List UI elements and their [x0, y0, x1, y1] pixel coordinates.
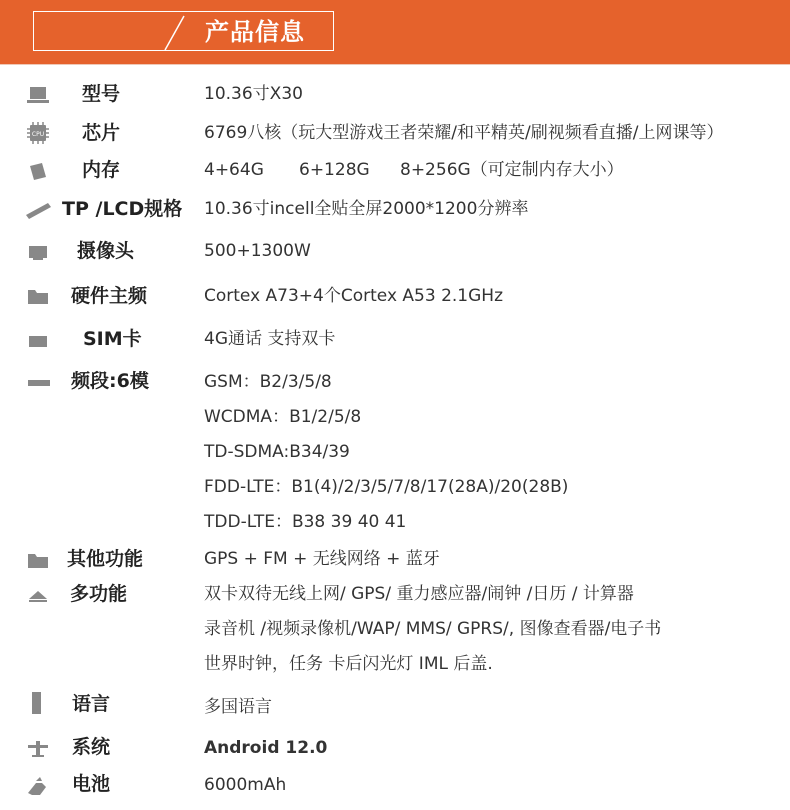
- spec-value-other: GPS + FM + 无线网络 + 蓝牙: [204, 549, 440, 569]
- spec-label-system: 系统: [72, 736, 111, 758]
- multi-line: 录音机 /视频录像机/WAP/ MMS/ GPRS/, 图像查看器/电子书: [204, 619, 662, 639]
- spec-value-chip: 6769八核（玩大型游戏王者荣耀/和平精英/刷视频看直播/上网课等）: [204, 123, 724, 143]
- memory-option: 8+256G（可定制内存大小）: [400, 160, 624, 180]
- cpu-icon-text: CPU: [31, 131, 45, 138]
- sim-card-icon: [24, 328, 52, 352]
- memory-card-icon: [24, 159, 52, 183]
- multi-line: 世界时钟，任务 卡后闪光灯 IML 后盖.: [204, 654, 493, 674]
- spec-label-multi: 多功能: [70, 583, 128, 605]
- band-line: WCDMA：B1/2/5/8: [204, 407, 362, 427]
- stylus-icon: [24, 197, 52, 221]
- memory-option: 6+128G: [299, 160, 370, 180]
- phone-icon: [24, 690, 52, 718]
- spec-label-camera: 摄像头: [77, 240, 135, 262]
- monitor-icon: [24, 736, 52, 760]
- band-line: TD-SDMA:B34/39: [204, 442, 350, 462]
- spec-label-language: 语言: [72, 693, 111, 715]
- header-frame: [33, 11, 334, 51]
- spec-value-model: 10.36寸X30: [204, 84, 303, 104]
- spec-value-frequency: Cortex A73+4个Cortex A53 2.1GHz: [204, 286, 504, 306]
- spec-value-camera: 500+1300W: [204, 241, 311, 261]
- folder-icon: [24, 284, 52, 308]
- spec-label-battery: 电池: [72, 773, 111, 795]
- spec-label-model: 型号: [82, 83, 121, 105]
- spec-label-other: 其他功能: [67, 548, 144, 570]
- spec-label-memory: 内存: [82, 159, 121, 181]
- multi-line: 双卡双待无线上网/ GPS/ 重力感应器/闹钟 /日历 / 计算器: [204, 584, 634, 604]
- spec-value-sim: 4G通话 支持双卡: [204, 329, 336, 349]
- spec-label-screen: TP /LCD规格: [62, 198, 183, 220]
- spec-value-system: Android 12.0: [204, 738, 328, 758]
- header-divider: [0, 64, 790, 65]
- spec-value-language: 多国语言: [204, 697, 272, 717]
- band-line: TDD-LTE：B38 39 40 41: [204, 512, 407, 532]
- band-line: GSM：B2/3/5/8: [204, 372, 332, 392]
- spec-label-bands: 频段:6模: [71, 370, 149, 392]
- spec-label-frequency: 硬件主频: [71, 285, 148, 307]
- band-line: FDD-LTE：B1(4)/2/3/5/7/8/17(28A)/20(28B): [204, 477, 569, 497]
- battery-icon: [24, 773, 52, 797]
- spec-label-chip: 芯片: [82, 122, 121, 144]
- camera-icon: [24, 240, 52, 264]
- header-banner: [0, 0, 790, 64]
- eject-icon: [24, 584, 52, 608]
- folder-icon: [24, 548, 52, 572]
- memory-option: 4+64G: [204, 160, 264, 180]
- laptop-icon: [24, 83, 52, 107]
- spec-label-sim: SIM卡: [83, 328, 142, 350]
- spec-value-screen: 10.36寸incell全贴全屏2000*1200分辨率: [204, 199, 529, 219]
- page-title: 产品信息: [205, 18, 305, 46]
- spec-value-battery: 6000mAh: [204, 775, 287, 795]
- cpu-icon: [24, 121, 52, 145]
- signal-bar-icon: [24, 370, 52, 394]
